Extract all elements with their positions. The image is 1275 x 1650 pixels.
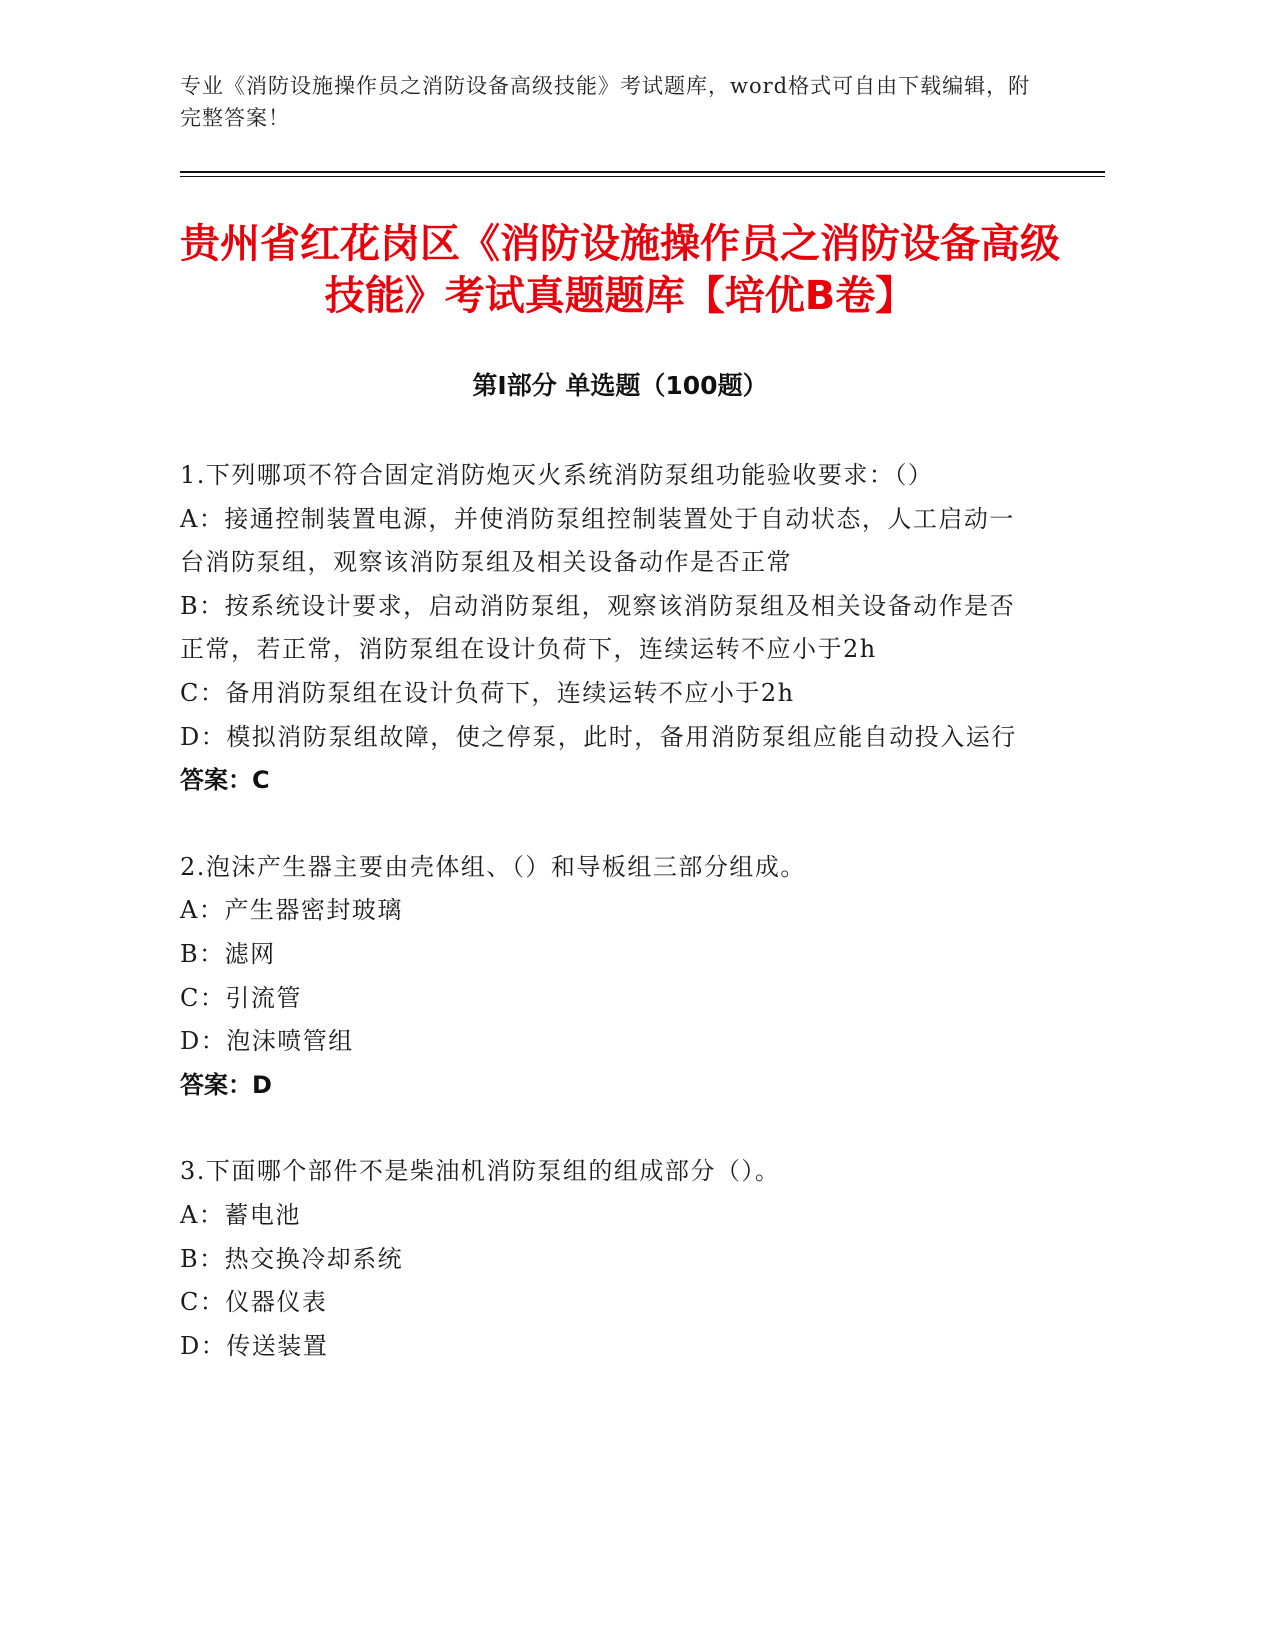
option-c: C：引流管 [180,983,302,1012]
question-2 [180,846,1030,1108]
option-d: D：模拟消防泵组故障，使之停泵，此时，备用消防泵组应能自动投入运行 [180,722,1017,751]
option-c: C：备用消防泵组在设计负荷下，连续运转不应小于2h [180,678,795,707]
question-1 [180,454,1030,803]
question-stem: 3.下面哪个部件不是柴油机消防泵组的组成部分（）。 [180,1157,781,1186]
option-b: B：热交换冷却系统 [180,1244,404,1273]
answer: 答案：D [180,1070,272,1099]
option-d: D：泡沫喷管组 [180,1027,354,1056]
option-d: D：传送装置 [180,1331,329,1360]
section-title: 第I部分 单选题（100题） [472,371,768,400]
option-a: A：产生器密封玻璃 [180,896,403,925]
question-stem: 1.下列哪项不符合固定消防炮灭火系统消防泵组功能验收要求：（） [180,461,934,489]
option-c: C：仪器仪表 [180,1288,328,1317]
question-3 [180,1150,1030,1368]
header-note: 专业《消防设施操作员之消防设备高级技能》考试题库，word格式可自由下载编辑，附完整答案！ [180,74,1031,130]
document-title: 贵州省红花岗区《消防设施操作员之消防设备高级技能》考试真题题库【培优B卷】 [180,221,1060,319]
answer: 答案：C [180,766,270,795]
option-a: A：接通控制装置电源，并使消防泵组控制装置处于自动状态，人工启动一台消防泵组，观察该消防泵组及相关设备动作是否正常 [180,504,1015,577]
option-b: B：按系统设计要求，启动消防泵组，观察该消防泵组及相关设备动作是否正常，若正常，消防泵组在设计负荷下，连续运转不应小于2h [180,591,1016,664]
header-divider-thin [180,176,1105,177]
question-stem: 2.泡沫产生器主要由壳体组、（）和导板组三部分组成。 [180,852,806,881]
option-a: A：蓄电池 [180,1200,301,1229]
header-divider-thick [180,171,1105,173]
question-list [180,454,1030,1411]
option-b: B：滤网 [180,939,276,968]
